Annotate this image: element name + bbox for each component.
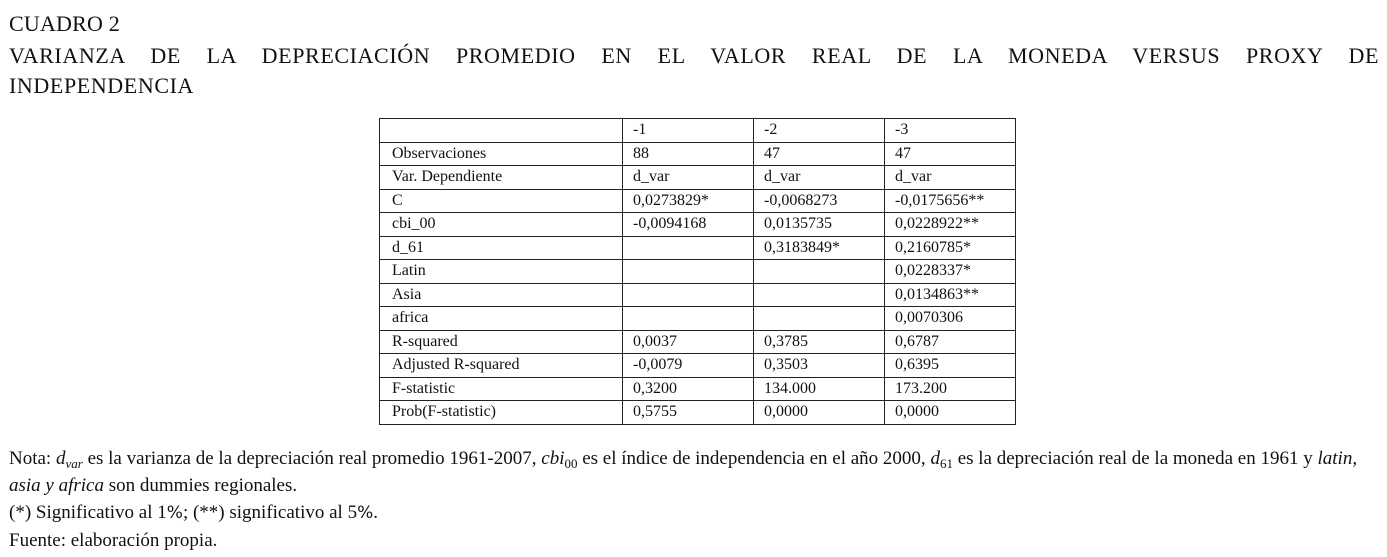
table-cell: 0,0000 xyxy=(885,401,1016,425)
table-cell: d_var xyxy=(885,166,1016,190)
table-row xyxy=(380,142,1016,166)
table-cell xyxy=(623,236,754,260)
table-cell xyxy=(754,307,885,331)
significance-note xyxy=(9,499,1384,527)
table-cell xyxy=(623,283,754,307)
table-cell: 0,0037 xyxy=(623,330,754,354)
table-cell: 0,5755 xyxy=(623,401,754,425)
row-label: africa xyxy=(380,307,623,331)
table-cell: 88 xyxy=(623,142,754,166)
table-cell: 47 xyxy=(885,142,1016,166)
table-cell: 134.000 xyxy=(754,377,885,401)
table-cell: 0,0135735 xyxy=(754,213,885,237)
header-cell: -2 xyxy=(754,119,885,143)
table-cell: 0,0228922** xyxy=(885,213,1016,237)
row-label: Latin xyxy=(380,260,623,284)
table-row xyxy=(380,283,1016,307)
table-row xyxy=(380,330,1016,354)
variable-note xyxy=(9,445,1384,499)
math-cbi-subscript: 00 xyxy=(564,456,578,471)
table-cell: 0,0000 xyxy=(754,401,885,425)
note-text: es el índice de independencia en el año 2000, xyxy=(577,448,931,469)
row-label: R-squared xyxy=(380,330,623,354)
table-cell: 0,2160785* xyxy=(885,236,1016,260)
table-cell: 0,3183849* xyxy=(754,236,885,260)
table-notes xyxy=(9,445,1384,554)
percent-sign: % xyxy=(357,503,374,523)
table-cell xyxy=(623,260,754,284)
row-label: Asia xyxy=(380,283,623,307)
significance-text: . xyxy=(373,502,378,523)
table-cell: -0,0175656** xyxy=(885,189,1016,213)
math-cbi: cbi xyxy=(541,448,565,469)
table-cell: 0,0228337* xyxy=(885,260,1016,284)
table-row xyxy=(380,213,1016,237)
significance-text: (*) Significativo al 1 xyxy=(9,502,167,523)
table-cell: 0,0070306 xyxy=(885,307,1016,331)
math-dvar: d xyxy=(55,448,66,469)
table-cell: 0,3200 xyxy=(623,377,754,401)
math-d61-subscript: 61 xyxy=(939,456,953,471)
table-cell: 0,0134863** xyxy=(885,283,1016,307)
table-cell: 173.200 xyxy=(885,377,1016,401)
table-cell xyxy=(754,260,885,284)
table-cell: 0,6395 xyxy=(885,354,1016,378)
row-label: Var. Dependiente xyxy=(380,166,623,190)
table-cell xyxy=(754,283,885,307)
row-label: Observaciones xyxy=(380,142,623,166)
table-cell: 0,6787 xyxy=(885,330,1016,354)
results-table-container xyxy=(379,118,1016,425)
note-text: es la varianza de la depreciación real promedio 1961-2007, xyxy=(82,448,542,469)
row-label: Prob(F-statistic) xyxy=(380,401,623,425)
table-row xyxy=(380,377,1016,401)
table-row xyxy=(380,401,1016,425)
table-cell: 0,3503 xyxy=(754,354,885,378)
table-cell xyxy=(623,307,754,331)
table-cell: 47 xyxy=(754,142,885,166)
note-text: Nota: xyxy=(9,448,56,469)
table-number: CUADRO 2 xyxy=(9,11,120,36)
table-row xyxy=(380,166,1016,190)
source-note: Fuente: elaboración propia. xyxy=(9,530,218,551)
table-cell: 0,0273829* xyxy=(623,189,754,213)
table-cell: d_var xyxy=(623,166,754,190)
note-text: es la depreciación real de la moneda en 1961 y xyxy=(952,448,1318,469)
row-label: C xyxy=(380,189,623,213)
header-cell: -1 xyxy=(623,119,754,143)
table-cell: 0,3785 xyxy=(754,330,885,354)
row-label: F-statistic xyxy=(380,377,623,401)
table-header-row xyxy=(380,119,1016,143)
table-row xyxy=(380,307,1016,331)
significance-text: ; (**) significativo al 5 xyxy=(182,502,358,523)
row-label: cbi_00 xyxy=(380,213,623,237)
table-cell: -0,0079 xyxy=(623,354,754,378)
table-cell: -0,0068273 xyxy=(754,189,885,213)
table-row xyxy=(380,236,1016,260)
header-cell: -3 xyxy=(885,119,1016,143)
header-cell xyxy=(380,119,623,143)
percent-sign: % xyxy=(166,503,183,523)
row-label: d_61 xyxy=(380,236,623,260)
table-row xyxy=(380,260,1016,284)
math-dvar-subscript: var xyxy=(65,456,83,471)
table-row xyxy=(380,354,1016,378)
math-d61: d xyxy=(930,448,940,469)
table-title: VARIANZA DE LA DEPRECIACIÓN PROMEDIO EN EL VALOR REAL DE LA MONEDA VERSUS PROXY DE INDEPENDENCIA xyxy=(9,43,1379,98)
table-row xyxy=(380,189,1016,213)
row-label: Adjusted R-squared xyxy=(380,354,623,378)
regions-italic: latin, asia y africa xyxy=(9,448,1358,496)
table-cell: d_var xyxy=(754,166,885,190)
table-cell: -0,0094168 xyxy=(623,213,754,237)
results-table xyxy=(379,118,1016,425)
note-text: son dummies regionales. xyxy=(104,475,298,496)
